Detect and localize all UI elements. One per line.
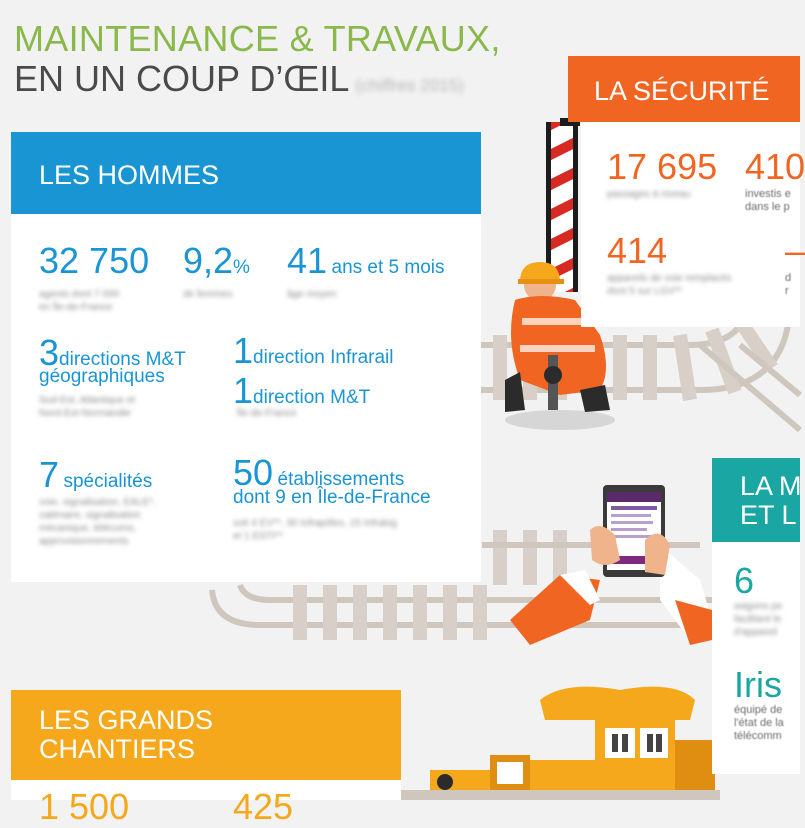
direction-infrarail-unit: direction Infrarail [253, 347, 394, 368]
appareils-desc2: dont 5 sur LGV** [607, 286, 683, 297]
hommes-header: LES HOMMES [11, 132, 481, 214]
iris-value: Iris [734, 664, 782, 705]
other-desc1: d [785, 272, 792, 284]
specialites-desc2: caténaire, signalisation [39, 510, 141, 521]
direction-mt-unit: direction M&T [253, 387, 371, 408]
mobilite-card [712, 542, 800, 774]
directions-geo-desc2: Nord-Est-Normandie [39, 408, 131, 419]
appareils-desc1: appareils de voie remplacés [607, 273, 732, 284]
chantiers-header-line2: CHANTIERS [39, 734, 196, 764]
chantiers-card [11, 690, 401, 827]
etablissements-unit2: dont 9 en Île-de-France [233, 487, 431, 508]
agents-value: 32 750 [39, 240, 150, 281]
directions-geo-value: 3 [39, 332, 60, 373]
page-title-main: EN UN COUP D’ŒIL [14, 58, 350, 99]
specialites-stat [39, 454, 152, 496]
etablissements-value: 50 [233, 452, 274, 493]
agents-desc1: agents dont 7 000 [39, 289, 120, 300]
securite-card [581, 122, 805, 327]
appareils-value: 414 [607, 230, 668, 271]
wagons-desc2: facilitant le [734, 614, 782, 625]
securite-header: LA SÉCURITÉ [568, 56, 800, 122]
rail-machine-illustration-icon [400, 687, 720, 800]
wagons-desc1: wagons pe [734, 601, 783, 612]
etablissements-unit: établissements [277, 469, 405, 490]
specialites-unit: spécialités [63, 471, 153, 492]
specialites-value: 7 [39, 454, 60, 495]
femmes-value: 9,2 [183, 240, 234, 281]
directions-geo-desc1: Sud-Est, Atlantique et [39, 395, 136, 406]
tablet-hands-illustration-icon [510, 485, 712, 645]
etablissements-desc2: et 1 ESTI** [233, 531, 283, 542]
investis-desc2: dans le p [745, 201, 790, 213]
direction-mt-value: 1 [233, 370, 254, 411]
age-unit: ans et 5 mois [331, 257, 445, 278]
iris-desc1: équipé de [734, 704, 783, 716]
femmes-desc: de femmes [183, 289, 233, 300]
other-desc2: r [785, 285, 789, 297]
iris-desc3: télécomm [734, 730, 782, 742]
chantiers-header-line1: LES GRANDS [39, 705, 214, 735]
direction-mt-desc: Île-de-France [237, 408, 297, 419]
other-value: – [785, 230, 805, 271]
hommes-card [11, 132, 481, 582]
iris-desc2: l'état de la [734, 717, 784, 729]
specialites-desc4: approvisionnements [39, 536, 129, 547]
chantiers-value1: 1 500 [39, 786, 130, 827]
investis-value: 410 [745, 146, 805, 187]
specialites-desc1: voie, signalisation, EALE*, [39, 497, 156, 508]
investis-desc1: investis e [745, 188, 791, 200]
direction-infrarail-stat [233, 330, 393, 372]
femmes-unit: % [233, 257, 250, 278]
passages-value: 17 695 [607, 146, 718, 187]
direction-infrarail-value: 1 [233, 330, 254, 371]
page-title-line1: MAINTENANCE & TRAVAUX, [14, 18, 501, 59]
directions-geo-unit2: géographiques [39, 366, 165, 387]
mobilite-header-line2: ET L [740, 500, 797, 530]
wagons-desc3: d'appareil [734, 627, 778, 638]
agents-desc2: en Île-de-France [39, 302, 113, 313]
etablissements-desc1: soit 4 EV**, 30 Infrapôles, 15 Infralog [233, 518, 397, 529]
age-stat [287, 240, 445, 282]
wagons-value: 6 [734, 560, 755, 601]
directions-geo-unit: directions M&T [59, 349, 186, 370]
mobilite-header [712, 458, 800, 542]
femmes-stat [183, 240, 250, 282]
age-value: 41 [287, 240, 328, 281]
chantiers-header [11, 690, 401, 780]
mobilite-header-line1: LA M [740, 471, 802, 501]
title-note: (chiffres 2015) [355, 76, 464, 95]
direction-mt-stat [233, 370, 370, 412]
specialites-desc3: mécanique, télécoms, [39, 523, 137, 534]
chantiers-value2: 425 [233, 786, 294, 827]
age-desc: âge moyen [287, 289, 337, 300]
passages-desc: passages à niveau [607, 189, 691, 200]
